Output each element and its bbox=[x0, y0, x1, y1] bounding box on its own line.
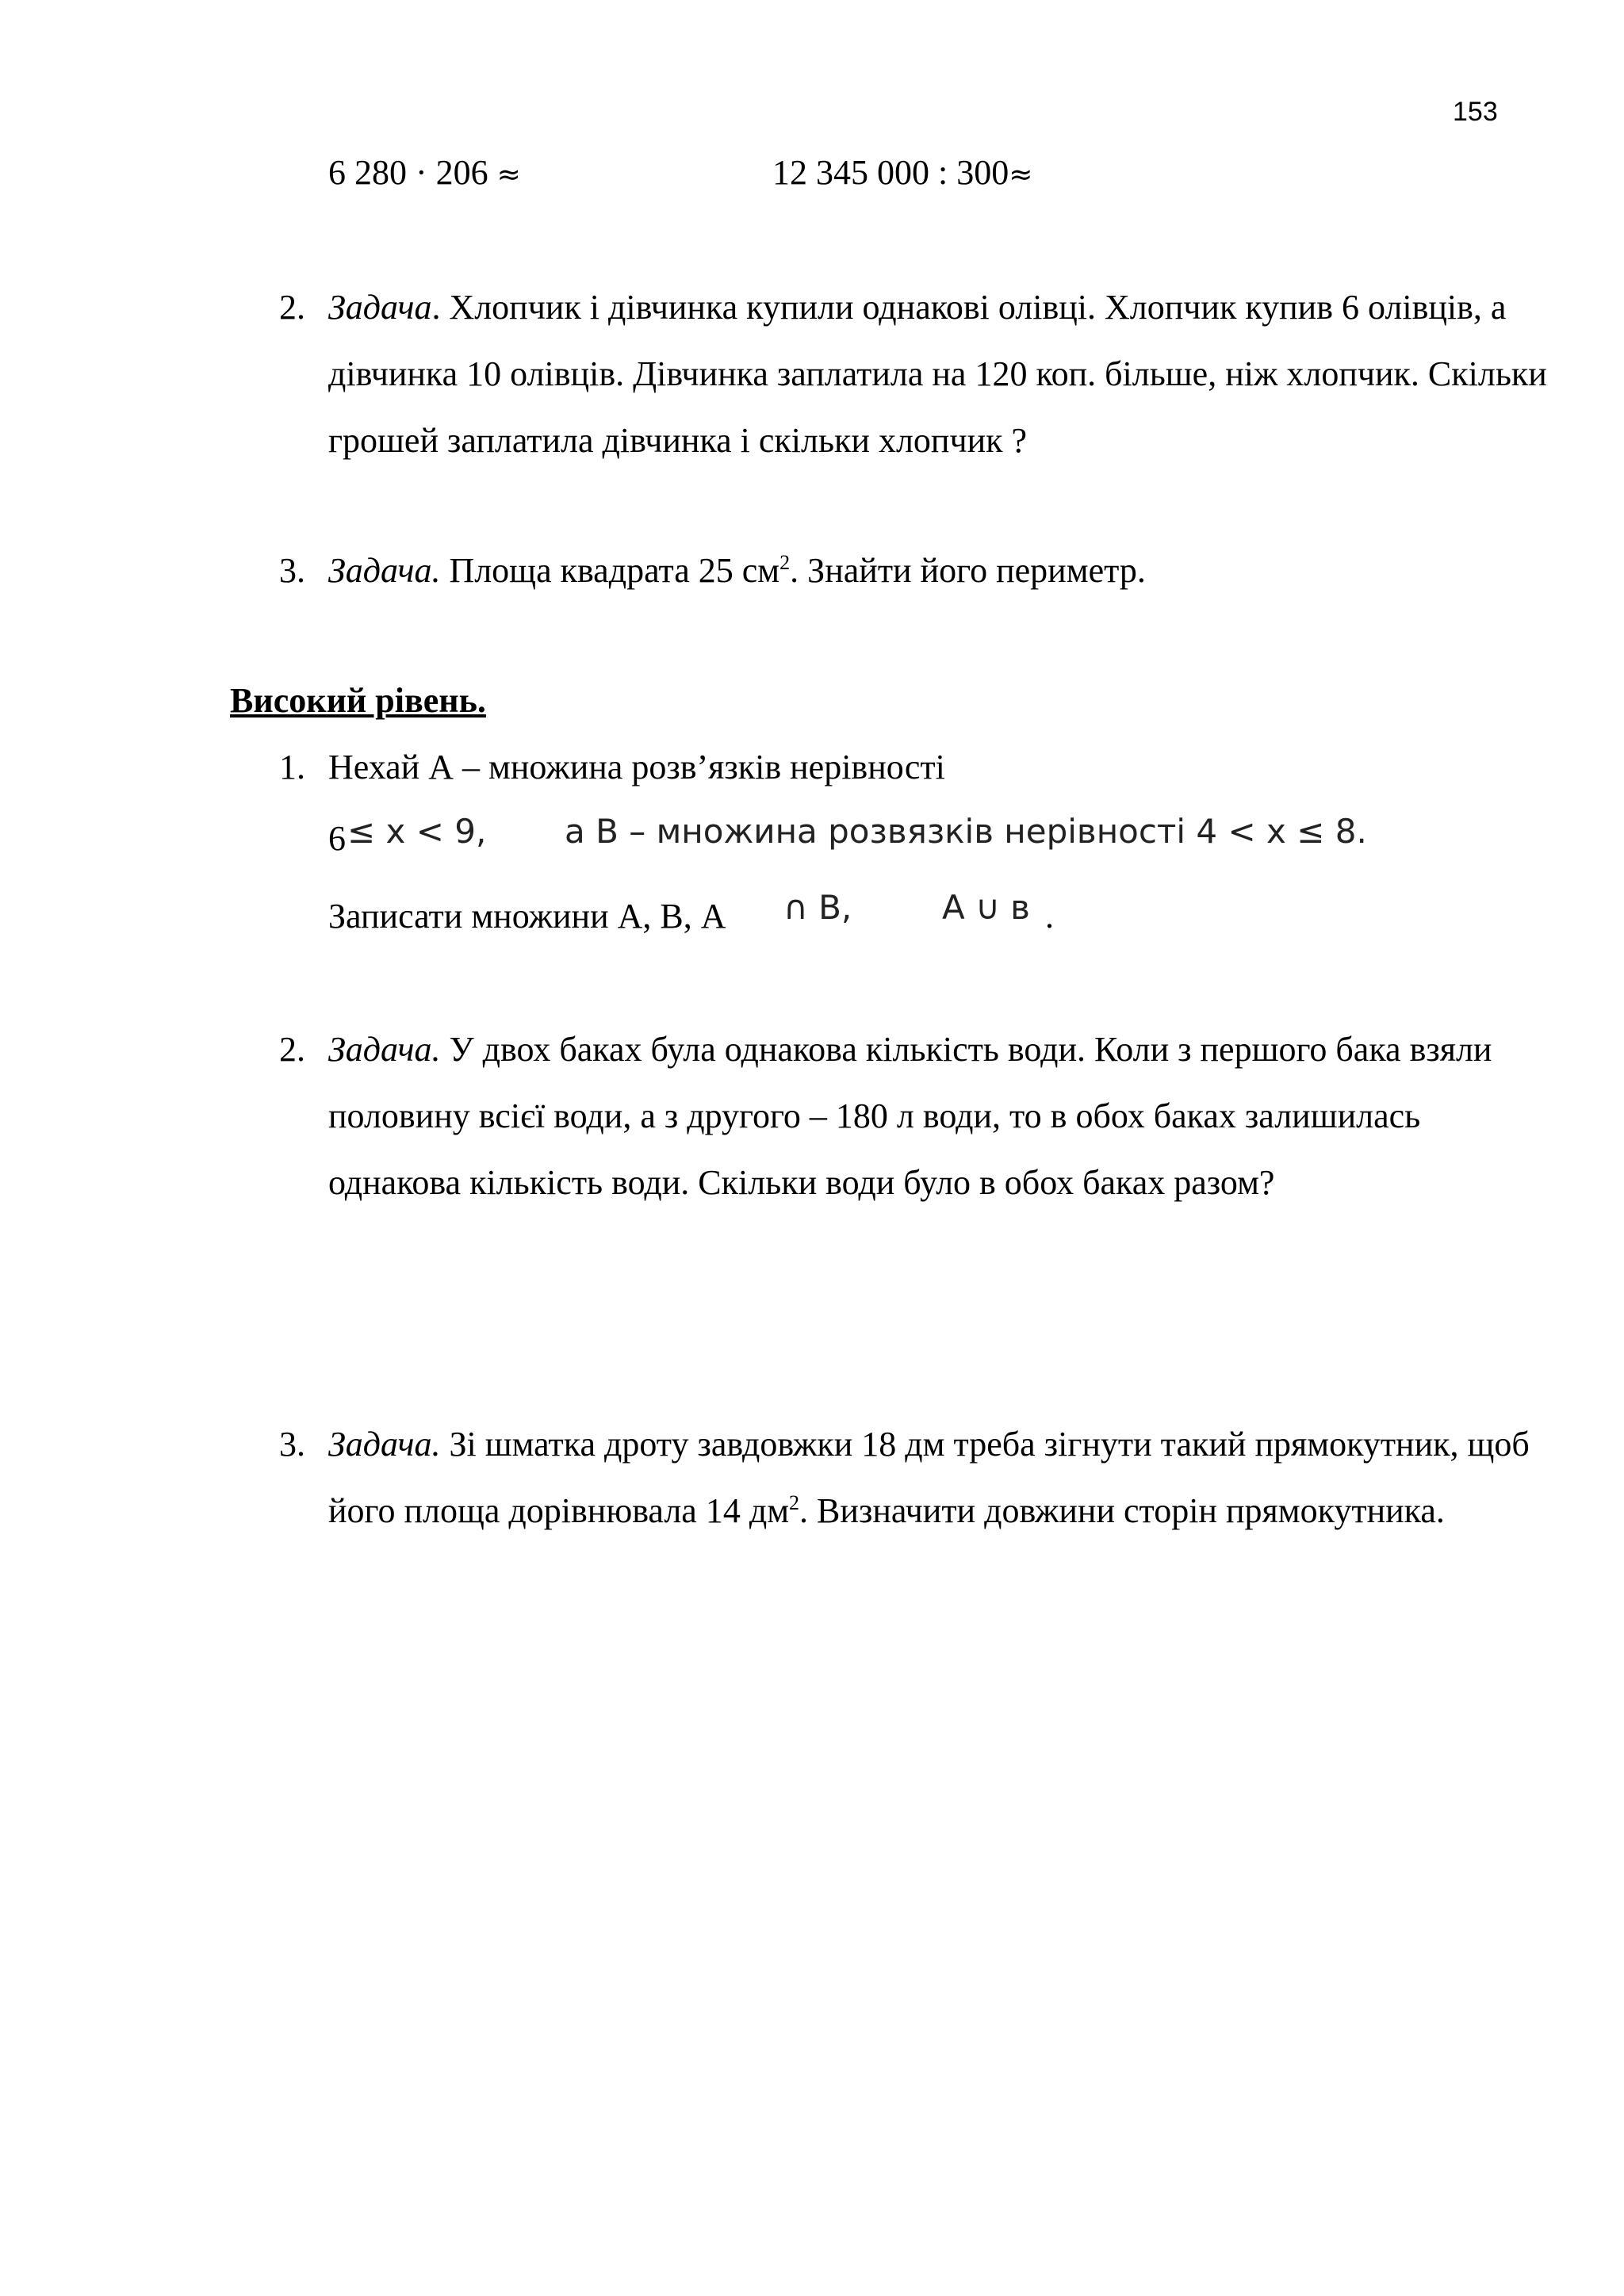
page-number: 153 bbox=[1453, 97, 1498, 127]
task2-paragraph bbox=[328, 274, 1549, 474]
task3-text-before: Площа квадрата 25 см bbox=[440, 551, 780, 590]
task3-text-after: . Знайти його периметр. bbox=[790, 551, 1146, 590]
high-task3-superscript: 2 bbox=[789, 1491, 800, 1514]
high-task3-number: 3. bbox=[279, 1425, 305, 1464]
expr-left: 6 280 · 206 bbox=[328, 153, 488, 192]
high-task1-line1: Нехай А – множина розв’язків нерівності bbox=[328, 748, 945, 786]
task3-superscript: 2 bbox=[779, 551, 791, 574]
task3-label: Задача. bbox=[328, 551, 441, 590]
task2-number: 2. bbox=[279, 288, 305, 327]
high-task2-text: У двох баках була однакова кількість води. Коли з першого бака взяли половину всієї води, а з другого – 180 л води, то в обох баках залишилась однакова кількість води. Скільки води було в обох баках разом? bbox=[328, 1030, 1492, 1202]
intersection-expression: ∩ В, bbox=[783, 888, 852, 927]
union-expression: А ∪ в bbox=[942, 888, 1030, 927]
high-task1-number: 1. bbox=[279, 748, 305, 786]
approx-sign-right: ≈ bbox=[1009, 159, 1033, 191]
high-task3-label: Задача. bbox=[328, 1425, 441, 1464]
high-task2-number: 2. bbox=[279, 1030, 305, 1069]
inequality-a: ≤ x < 9, bbox=[347, 812, 487, 851]
high-task2-paragraph bbox=[328, 1016, 1534, 1216]
inequality-prefix: 6 bbox=[328, 819, 346, 858]
task2-label: Задача bbox=[328, 288, 432, 327]
expr-right: 12 345 000 : 300 bbox=[772, 153, 1009, 192]
sets-text: Записати множини А, В, А bbox=[328, 897, 726, 936]
task2-text: . Хлопчик і дівчинка купили однакові олівці. Хлопчик купив 6 олівців, а дівчинка 10 олівців. Дівчинка заплатила на 120 коп. більше, ніж хлопчик. Скільки грошей заплатила дівчинка і скільки хлопчик ? bbox=[328, 288, 1547, 460]
top-left-expression bbox=[328, 155, 521, 190]
high-task3-paragraph bbox=[328, 1411, 1534, 1544]
section-heading-high-level: Високий рівень. bbox=[230, 681, 486, 720]
inequality-b: а В – множина розвязків нерівності 4 < x ≤ 8. bbox=[565, 812, 1367, 851]
sets-end-dot: . bbox=[1045, 897, 1054, 936]
task3-number: 3. bbox=[279, 551, 305, 590]
task3-line bbox=[328, 553, 1146, 588]
high-task3-text-after: . Визначити довжини сторін прямокутника. bbox=[799, 1491, 1445, 1530]
high-task2-label: Задача. bbox=[328, 1030, 441, 1069]
approx-sign-left: ≈ bbox=[496, 159, 521, 191]
top-right-expression bbox=[772, 155, 1032, 190]
high-task3-text-before: Зі шматка дроту завдовжки 18 дм треба зігнути такий прямокутник, щоб його площа дорівнювала 14 дм bbox=[328, 1425, 1530, 1530]
